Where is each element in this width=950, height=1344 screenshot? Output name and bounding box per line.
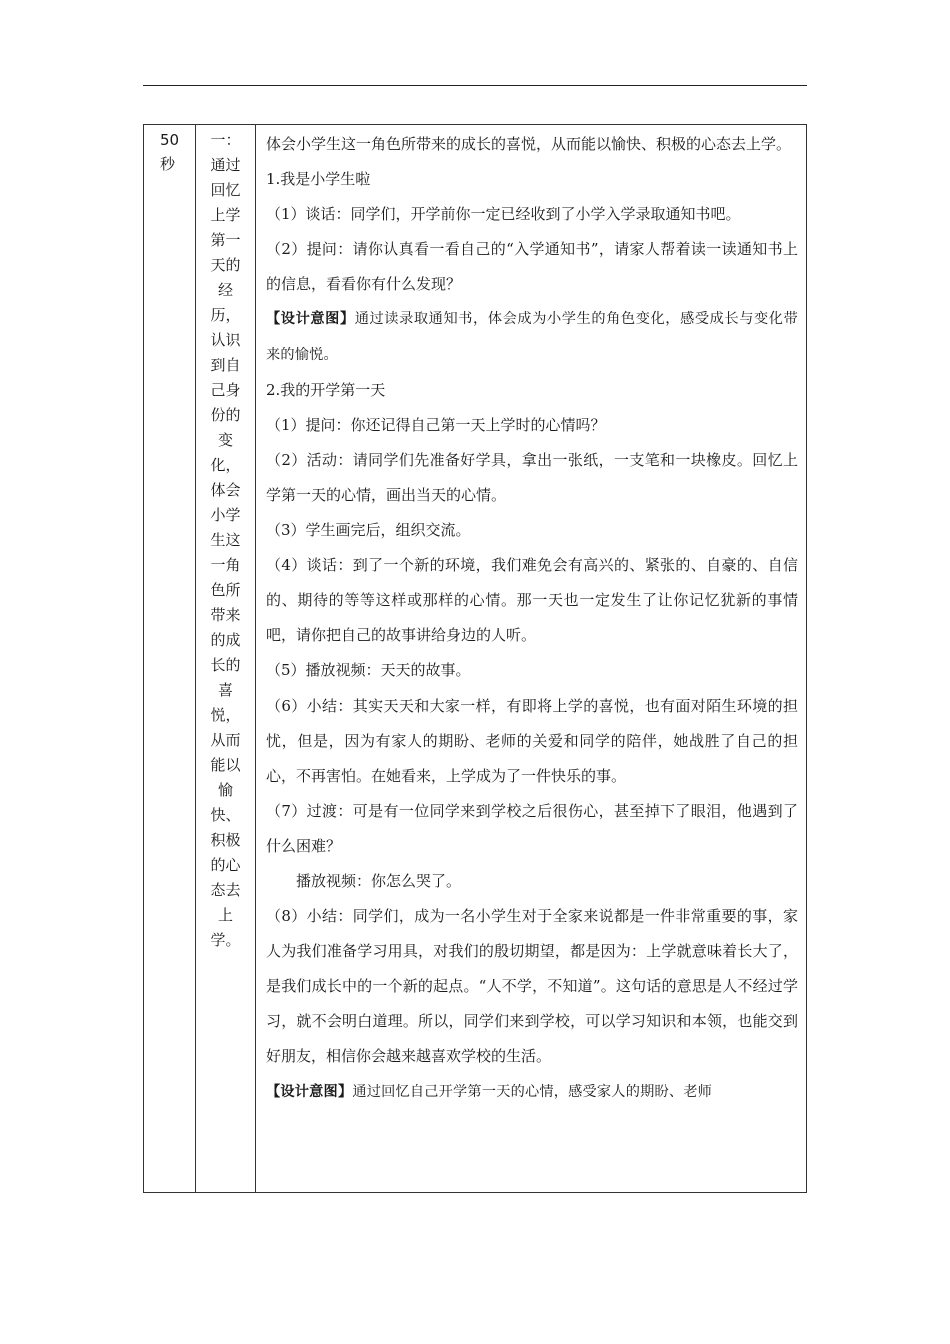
design-intent-1 <box>266 302 798 372</box>
s2-item7: （7）过渡：可是有一位同学来到学校之后很伤心，甚至掉下了眼泪，他遇到了什么困难？ <box>266 801 798 855</box>
s2-item3: （3）学生画完后，组织交流。 <box>266 521 471 540</box>
s2-video: 播放视频：你怎么哭了。 <box>296 871 462 890</box>
section2-title: 2.我的开学第一天 <box>266 380 386 399</box>
s2-item8: （8）小结：同学们，成为一名小学生对于全家来说都是一件非常重要的事，家人为我们准备学习用具，对我们的殷切期望，都是因为：上学就意味着长大了，是我们成长中的一个新的起点。“人不学，不知道”。这句话的意思是人不经过学习，就不会明白道理。所以，同学们来到学校，可以学习知识和本领，也能交到好朋友，相信你会越来越喜欢学校的生活。 <box>266 907 798 1066</box>
s2-item4: （4）谈话：到了一个新的环境，我们难免会有高兴的、紧张的、自豪的、自信的、期待的等等这样或那样的心情。那一天也一定发生了让你记忆犹新的事情吧，请你把自己的故事讲给身边的人听。 <box>266 556 798 645</box>
s2-item1: （1）提问：你还记得自己第一天上学时的心情吗？ <box>266 415 606 434</box>
s1-item2: （2）提问：请你认真看一看自己的“入学通知书”，请家人帮着读一读通知书上的信息，看看你有什么发现？ <box>266 240 798 294</box>
design-text: 通过回忆自己开学第一天的心情，感受家人的期盼、老师 <box>352 1083 713 1100</box>
design-intent-2 <box>266 1075 798 1110</box>
s2-item6: （6）小结：其实天天和大家一样，有即将上学的喜悦，也有面对陌生环境的担忧，但是，因为有家人的期盼、老师的关爱和同学的陪伴，她战胜了自己的担心，不再害怕。在她看来，上学成为了一件快乐的事。 <box>266 696 798 785</box>
goal-cell <box>196 125 256 1193</box>
time-text: 50秒 <box>160 131 180 173</box>
goal-text: 一：通过回忆上学第一天的经历，认识到自己身份的变化，体会小学生这一角色所带来的成长的喜悦，从而能以愉快、积极的心态去上学。 <box>210 131 241 949</box>
content-cell <box>256 125 807 1193</box>
section1-title: 1.我是小学生啦 <box>266 170 371 189</box>
s2-item5: （5）播放视频：天天的故事。 <box>266 661 471 680</box>
s1-item1: （1）谈话：同学们，开学前你一定已经收到了小学入学录取通知书吧。 <box>266 205 741 224</box>
intro-text: 体会小学生这一角色所带来的成长的喜悦，从而能以愉快、积极的心态去上学。 <box>266 135 792 153</box>
table-row <box>144 125 807 1193</box>
design-text: 通过读录取通知书，体会成为小学生的角色变化，感受成长与变化带来的愉悦。 <box>266 311 798 363</box>
s2-item2: （2）活动：请同学们先准备好学具，拿出一张纸，一支笔和一块橡皮。回忆上学第一天的心情，画出当天的心情。 <box>266 450 798 504</box>
time-cell <box>144 125 196 1193</box>
design-label: 【设计意图】 <box>266 311 355 328</box>
design-label: 【设计意图】 <box>266 1083 353 1100</box>
lesson-plan-table <box>143 124 807 1193</box>
page-header-rule <box>143 85 807 86</box>
